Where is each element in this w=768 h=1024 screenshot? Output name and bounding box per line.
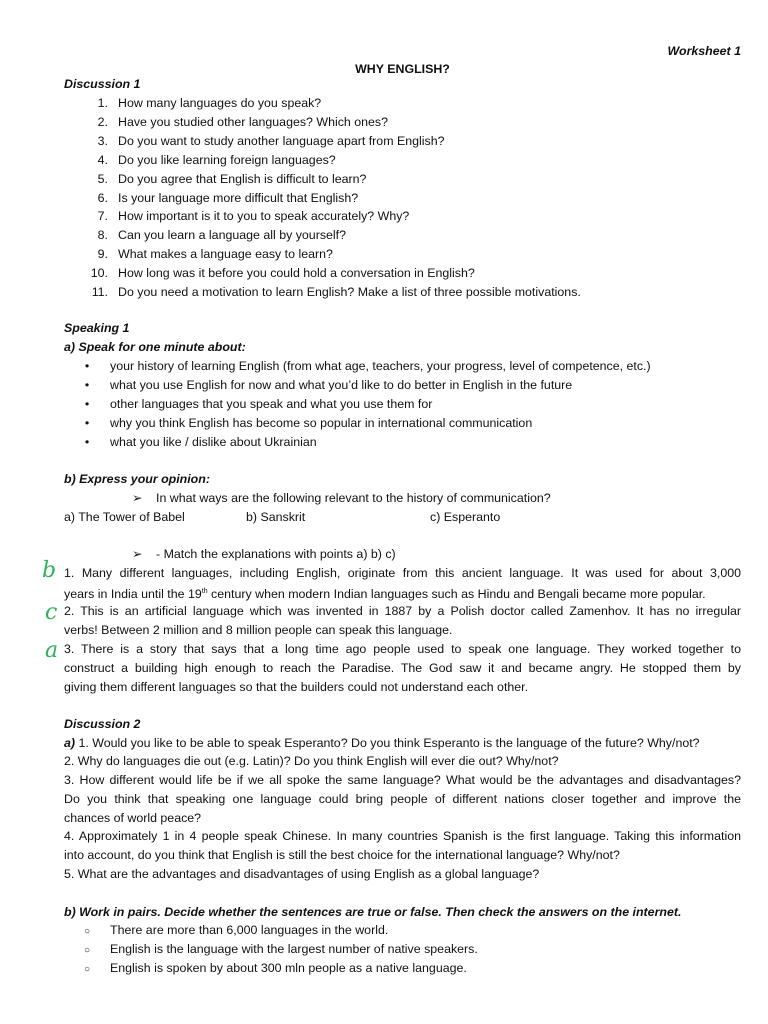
discussion1-item: [64, 151, 741, 170]
arrow-icon: ➢: [132, 491, 143, 505]
item-number: 8.: [97, 228, 108, 243]
bullet-text: other languages that you speak and what you use them for: [110, 396, 433, 411]
discussion2-line-2: 2. Why do languages die out (e.g. Latin)? Do you think English will ever die out? Why/not?: [64, 754, 559, 768]
discussion1-item: [64, 264, 741, 283]
match-instruction-text: - Match the explanations with points a) b) c): [156, 547, 396, 561]
speaking1-subheading: a) Speak for one minute about:: [64, 340, 246, 354]
discussion2-line-7: into account, do you think that English is still the best choice for the international language? Why/not?: [64, 848, 620, 862]
discussion1-item: [64, 245, 741, 264]
discussion2-line-3: 3. How different would life be if we all spoke the same language? What would be the advantages and disadvantages?: [64, 773, 741, 787]
statement-text: English is spoken by about 300 mln people as a native language.: [110, 960, 467, 975]
true-false-item: [64, 959, 741, 980]
discussion2-heading: Discussion 2: [64, 717, 141, 731]
handwritten-answer-3: a: [45, 638, 59, 663]
page-title: WHY ENGLISH?: [355, 62, 450, 76]
discussion1-item: [64, 132, 741, 151]
item-text: Do you need a motivation to learn English? Make a list of three possible motivations.: [118, 285, 581, 299]
speaking1-bullet: [64, 414, 741, 433]
bullet-text: what you like / dislike about Ukrainian: [110, 434, 317, 449]
bullet-text: what you use English for now and what you’d like to do better in English in the future: [110, 377, 573, 392]
opinion-question: [64, 489, 741, 508]
discussion1-item: [64, 207, 741, 226]
option-c: c) Esperanto: [430, 510, 501, 524]
item-number: 4.: [97, 152, 108, 167]
item-text: Is your language more difficult that English?: [118, 190, 359, 205]
bullet-text: why you think English has become so popular in international communication: [110, 415, 533, 430]
item-number: 2.: [97, 114, 108, 129]
item-text: Have you studied other languages? Which ones?: [118, 114, 389, 129]
explanation-1-line1: 1. Many different languages, including English, originate from this ancient language. It was used for about 3,000: [64, 566, 741, 580]
speaking1-bullet: [64, 433, 741, 452]
arrow-icon: ➢: [132, 547, 143, 561]
item-number: 1.: [97, 96, 108, 110]
bullet-icon: •: [84, 434, 90, 449]
item-number: 9.: [97, 247, 108, 262]
discussion1-item: [64, 113, 741, 132]
opinion-heading: b) Express your opinion:: [64, 472, 210, 486]
true-false-item: [64, 921, 741, 942]
discussion1-heading: Discussion 1: [64, 77, 141, 91]
speaking1-bullet: [64, 357, 741, 376]
handwritten-answer-2: c: [45, 600, 58, 625]
item-number: 6.: [97, 190, 108, 205]
circle-bullet-icon: ○: [83, 926, 91, 937]
true-false-item: [64, 940, 741, 961]
item-text: What makes a language easy to learn?: [118, 247, 333, 262]
item-number: 5.: [97, 171, 108, 186]
statement-text: English is the language with the largest number of native speakers.: [110, 941, 478, 956]
worksheet-label: Worksheet 1: [667, 44, 741, 58]
circle-bullet-icon: ○: [83, 944, 91, 956]
item-text: How important is it to you to speak accurately? Why?: [118, 209, 410, 224]
item-number: 7.: [97, 209, 108, 224]
item-text: Do you want to study another language apart from English?: [118, 133, 445, 148]
item-number: 10.: [90, 266, 108, 281]
speaking1-bullet: [64, 376, 741, 395]
bullet-text: your history of learning English (from what age, teachers, your progress, level of competence, etc.): [110, 359, 651, 373]
item-text: Do you agree that English is difficult to learn?: [118, 171, 367, 186]
true-false-heading: b) Work in pairs. Decide whether the sentences are true or false. Then check the answers on the internet.: [64, 905, 682, 919]
discussion1-item: [64, 226, 741, 245]
discussion2-line-4: Do you think that speaking one language could bring people of different nations closer together and improve the: [64, 792, 741, 806]
item-text: How long was it before you could hold a conversation in English?: [118, 266, 475, 281]
match-instruction: [64, 545, 741, 564]
item-text: Can you learn a language all by yourself?: [118, 228, 346, 243]
bullet-icon: •: [84, 415, 90, 430]
bullet-icon: •: [84, 377, 90, 392]
explanation-1-line2: years in India until the 19th century when modern Indian languages such as Hindu and Bengali became more popular.: [64, 587, 706, 602]
discussion1-item: [64, 283, 741, 302]
explanation-3-line1: 3. There is a story that says that a long time ago people used to speak one language. They worked together to: [64, 642, 741, 656]
item-text: Do you like learning foreign languages?: [118, 152, 336, 167]
explanation-2-line2: verbs! Between 2 million and 8 million people can speak this language.: [64, 623, 453, 637]
bullet-icon: •: [84, 396, 90, 411]
circle-bullet-icon: ○: [83, 963, 91, 975]
discussion1-item: [64, 94, 741, 113]
explanation-3-line2: construct a building high enough to reach the Paradise. The God saw it and became angry. He stopped them by: [64, 661, 741, 675]
handwritten-answer-1: b: [42, 558, 57, 583]
discussion2-line-8: 5. What are the advantages and disadvantages of using English as a global language?: [64, 867, 540, 881]
option-a: a) The Tower of Babel: [64, 510, 185, 524]
explanation-2-line1: 2. This is an artificial language which was invented in 1887 by a Polish doctor called Zamenhov. It has no irregular: [64, 604, 741, 618]
discussion2-line-1: a) 1. Would you like to be able to speak Esperanto? Do you think Esperanto is the language of the future? Why/not?: [64, 736, 700, 750]
speaking1-heading: Speaking 1: [64, 321, 130, 335]
option-b: b) Sanskrit: [246, 510, 306, 524]
discussion1-item: [64, 189, 741, 208]
discussion1-item: [64, 170, 741, 189]
explanation-3-line3: giving them different languages so that the builders could not understand each other.: [64, 680, 529, 694]
item-number: 3.: [97, 133, 108, 148]
bullet-icon: •: [84, 359, 90, 373]
opinion-question-text: In what ways are the following relevant to the history of communication?: [156, 491, 551, 505]
discussion2-line-5: chances of world peace?: [64, 811, 202, 825]
discussion2-line-6: 4. Approximately 1 in 4 people speak Chinese. In many countries Spanish is the first language. Taking this information: [64, 829, 741, 843]
speaking1-bullet: [64, 395, 741, 414]
item-number: 11.: [91, 285, 108, 299]
item-text: How many languages do you speak?: [118, 96, 322, 110]
statement-text: There are more than 6,000 languages in the world.: [110, 923, 389, 937]
